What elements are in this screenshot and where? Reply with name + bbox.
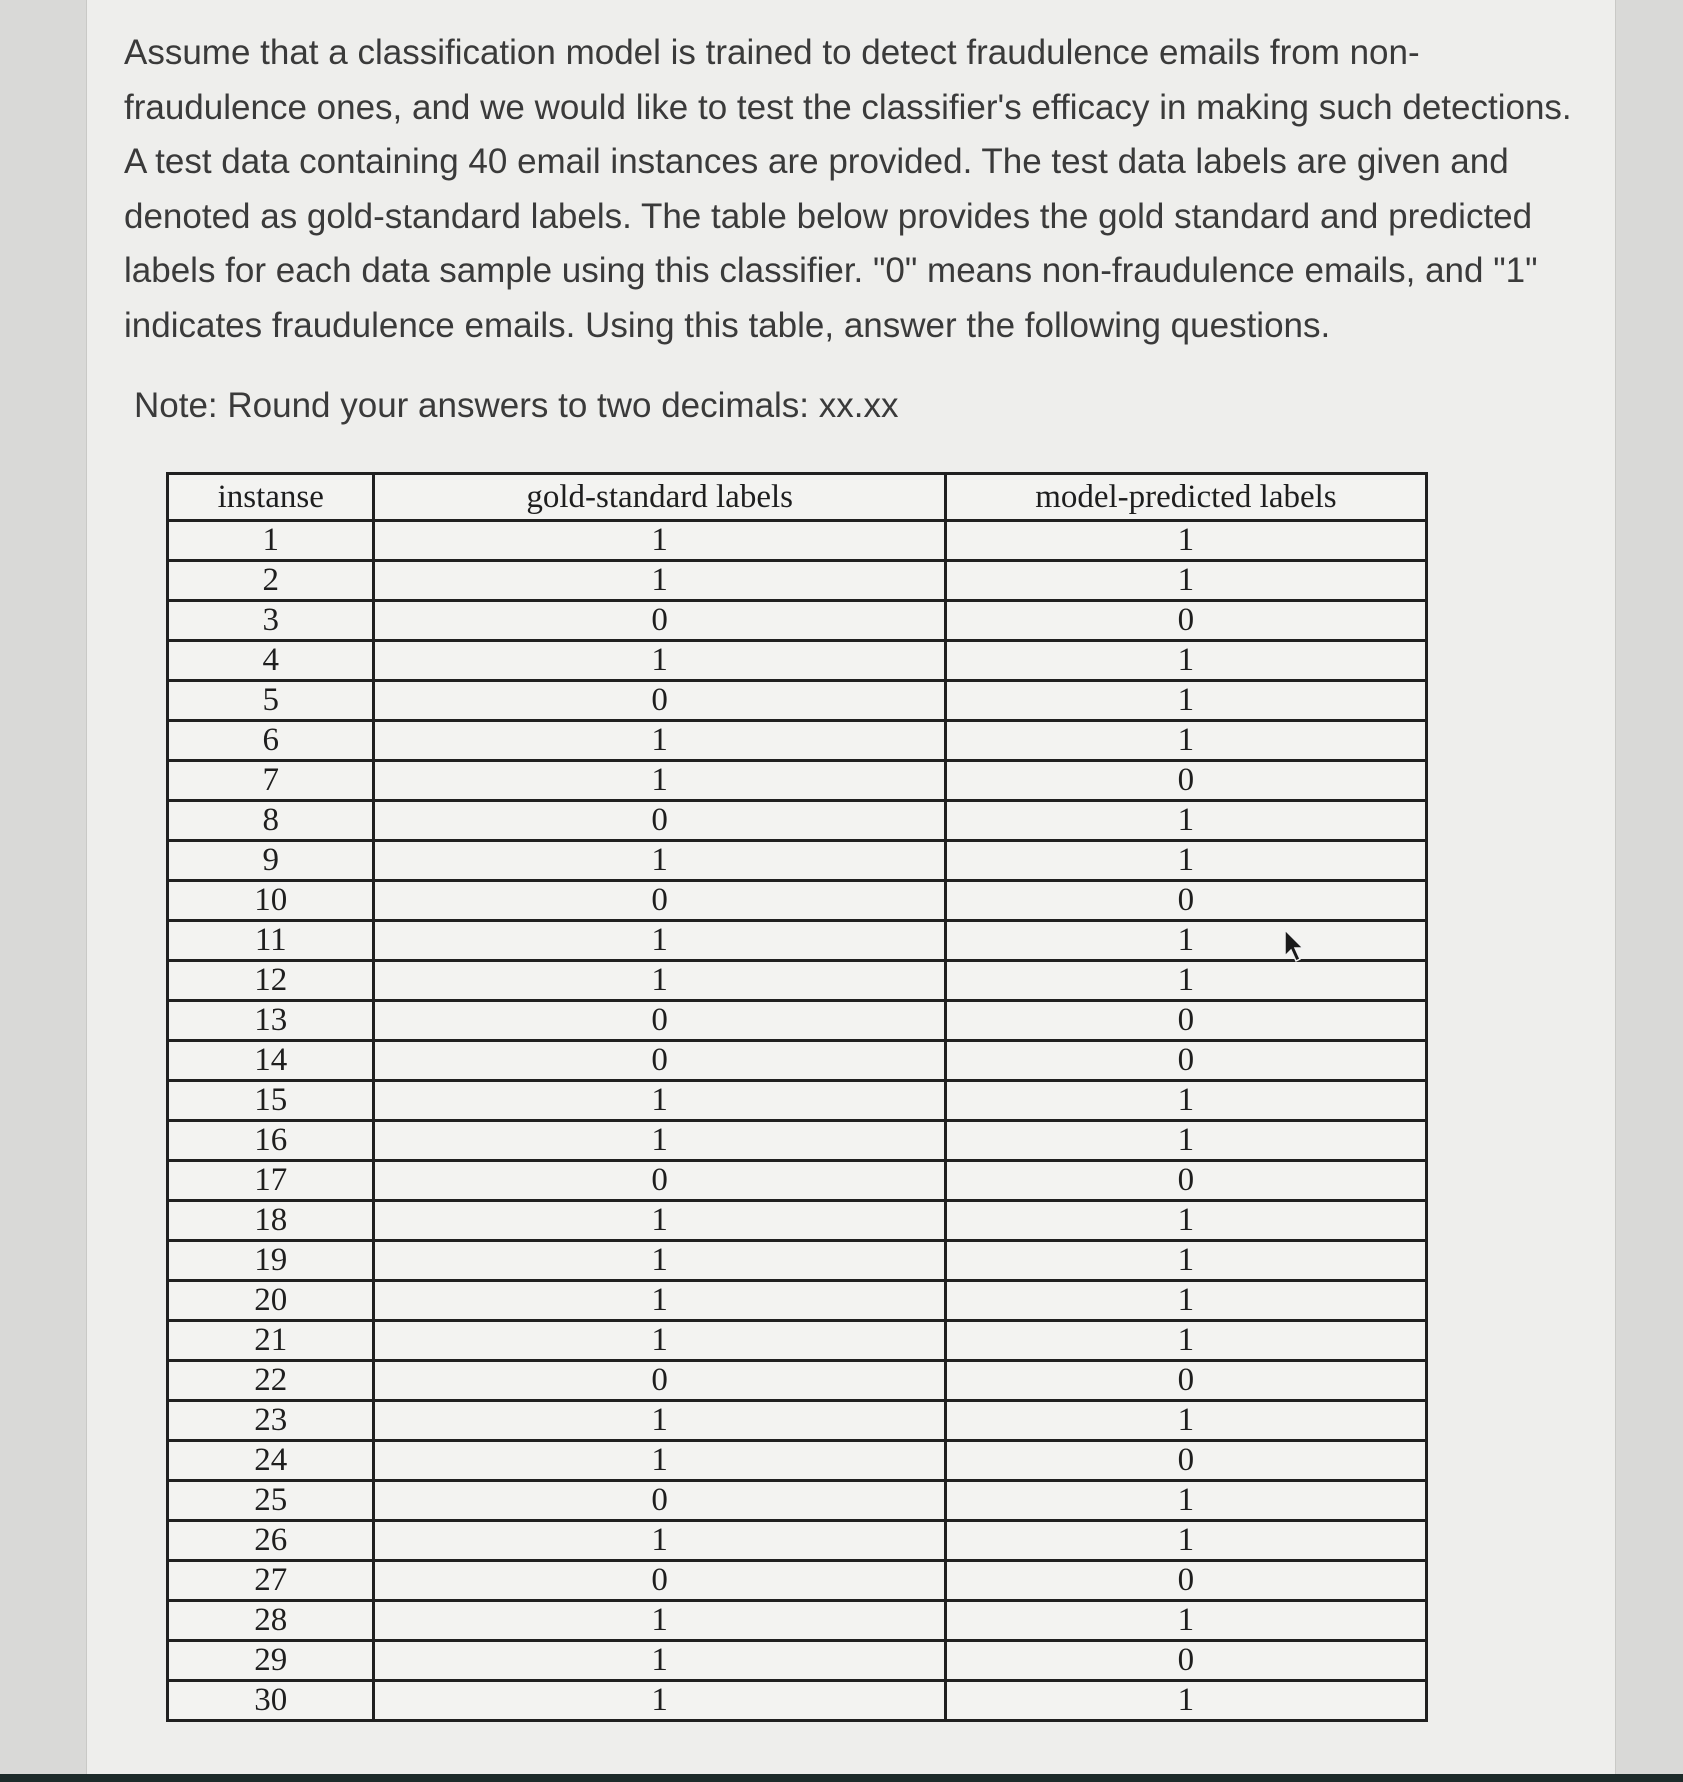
cell-gold-label: 1 [374,561,945,601]
cell-gold-label: 1 [374,1641,945,1681]
cell-gold-label: 1 [374,1081,945,1121]
cell-predicted-label: 1 [945,681,1426,721]
cell-gold-label: 0 [374,681,945,721]
cell-gold-label: 1 [374,841,945,881]
table-row [168,801,1427,841]
table-row [168,1041,1427,1081]
cell-predicted-label: 1 [945,921,1426,961]
cell-instance: 29 [168,1641,374,1681]
table-row [168,1361,1427,1401]
cell-predicted-label: 0 [945,1041,1426,1081]
table-row [168,601,1427,641]
cell-gold-label: 1 [374,961,945,1001]
cell-predicted-label: 1 [945,1521,1426,1561]
cell-instance: 5 [168,681,374,721]
cell-predicted-label: 0 [945,1561,1426,1601]
cell-gold-label: 1 [374,1321,945,1361]
cell-predicted-label: 0 [945,1161,1426,1201]
table-row [168,1001,1427,1041]
cell-predicted-label: 0 [945,1001,1426,1041]
cell-instance: 8 [168,801,374,841]
cell-instance: 7 [168,761,374,801]
table-row [168,961,1427,1001]
table-row [168,1681,1427,1721]
cell-predicted-label: 0 [945,881,1426,921]
cell-instance: 18 [168,1201,374,1241]
cell-predicted-label: 0 [945,1361,1426,1401]
cell-predicted-label: 1 [945,841,1426,881]
cell-gold-label: 1 [374,521,945,561]
cell-instance: 3 [168,601,374,641]
cell-predicted-label: 1 [945,561,1426,601]
table-row [168,1481,1427,1521]
table-row [168,1201,1427,1241]
cell-gold-label: 1 [374,921,945,961]
cell-instance: 12 [168,961,374,1001]
cell-gold-label: 1 [374,1201,945,1241]
cell-instance: 27 [168,1561,374,1601]
cell-gold-label: 0 [374,1561,945,1601]
cell-predicted-label: 1 [945,1681,1426,1721]
header-instance: instanse [168,474,374,521]
cell-gold-label: 1 [374,761,945,801]
cell-instance: 30 [168,1681,374,1721]
cell-instance: 14 [168,1041,374,1081]
cell-instance: 19 [168,1241,374,1281]
table-row [168,1161,1427,1201]
cell-predicted-label: 1 [945,961,1426,1001]
table-header-row [168,474,1427,521]
cell-instance: 1 [168,521,374,561]
table-row [168,1441,1427,1481]
cell-gold-label: 1 [374,1681,945,1721]
table-row [168,521,1427,561]
cell-predicted-label: 1 [945,1081,1426,1121]
cell-predicted-label: 0 [945,1641,1426,1681]
cell-instance: 25 [168,1481,374,1521]
table-row [168,721,1427,761]
cell-predicted-label: 1 [945,1481,1426,1521]
table-row [168,841,1427,881]
cell-gold-label: 1 [374,641,945,681]
cell-gold-label: 0 [374,1361,945,1401]
cell-gold-label: 1 [374,1401,945,1441]
cell-predicted-label: 1 [945,1241,1426,1281]
cell-predicted-label: 1 [945,521,1426,561]
cell-instance: 26 [168,1521,374,1561]
cell-instance: 24 [168,1441,374,1481]
table-row [168,641,1427,681]
cell-instance: 21 [168,1321,374,1361]
table-row [168,1281,1427,1321]
cell-instance: 6 [168,721,374,761]
table-row [168,681,1427,721]
table-row [168,1601,1427,1641]
cell-gold-label: 1 [374,1281,945,1321]
table-row [168,1641,1427,1681]
cell-predicted-label: 0 [945,1441,1426,1481]
cell-predicted-label: 0 [945,601,1426,641]
cell-gold-label: 1 [374,1241,945,1281]
table-row [168,1321,1427,1361]
cell-predicted-label: 1 [945,801,1426,841]
cell-predicted-label: 1 [945,1601,1426,1641]
cell-gold-label: 0 [374,1041,945,1081]
table-row [168,761,1427,801]
cell-gold-label: 0 [374,801,945,841]
table-row [168,1121,1427,1161]
cell-instance: 10 [168,881,374,921]
cell-instance: 2 [168,561,374,601]
cell-instance: 15 [168,1081,374,1121]
table-row [168,1081,1427,1121]
cell-predicted-label: 1 [945,721,1426,761]
table-row [168,561,1427,601]
cell-instance: 13 [168,1001,374,1041]
table-row [168,1561,1427,1601]
table-row [168,1241,1427,1281]
cell-instance: 28 [168,1601,374,1641]
cell-predicted-label: 1 [945,1281,1426,1321]
labels-table [166,472,1428,1722]
cell-predicted-label: 1 [945,1321,1426,1361]
cell-predicted-label: 1 [945,1201,1426,1241]
cell-predicted-label: 1 [945,641,1426,681]
cell-gold-label: 0 [374,1481,945,1521]
screen-bottom-edge [0,1774,1683,1782]
cell-predicted-label: 1 [945,1401,1426,1441]
cell-gold-label: 0 [374,881,945,921]
table-row [168,1521,1427,1561]
cell-predicted-label: 0 [945,761,1426,801]
header-gold-standard: gold-standard labels [374,474,945,521]
cell-gold-label: 0 [374,1001,945,1041]
cell-gold-label: 1 [374,1121,945,1161]
cell-gold-label: 0 [374,601,945,641]
cell-instance: 17 [168,1161,374,1201]
cell-instance: 20 [168,1281,374,1321]
mouse-pointer-icon [1283,928,1305,964]
table-row [168,1401,1427,1441]
cell-predicted-label: 1 [945,1121,1426,1161]
cell-instance: 4 [168,641,374,681]
table-row [168,921,1427,961]
cell-gold-label: 1 [374,721,945,761]
table-row [168,881,1427,921]
cell-gold-label: 1 [374,1521,945,1561]
cell-instance: 22 [168,1361,374,1401]
cell-gold-label: 1 [374,1441,945,1481]
cell-instance: 16 [168,1121,374,1161]
header-model-predicted: model-predicted labels [945,474,1426,521]
table-body [168,521,1427,1721]
cell-instance: 9 [168,841,374,881]
question-intro-text: Assume that a classification model is trained to detect fraudulence emails from non-fraudulence ones, and we would like to test the classifier's efficacy in making such detections. A test data containing 40 email instances are provided. The test data labels are given and denoted as gold-standard labels. The table below provides the gold standard and predicted labels for each data sample using this classifier. "0" means non-fraudulence emails, and "1" indicates fraudulence emails. Using this table, answer the following questions. [124,33,1572,345]
cell-instance: 11 [168,921,374,961]
cell-instance: 23 [168,1401,374,1441]
cell-gold-label: 1 [374,1601,945,1641]
rounding-note: Note: Round your answers to two decimals: xx.xx [134,386,899,425]
cell-gold-label: 0 [374,1161,945,1201]
